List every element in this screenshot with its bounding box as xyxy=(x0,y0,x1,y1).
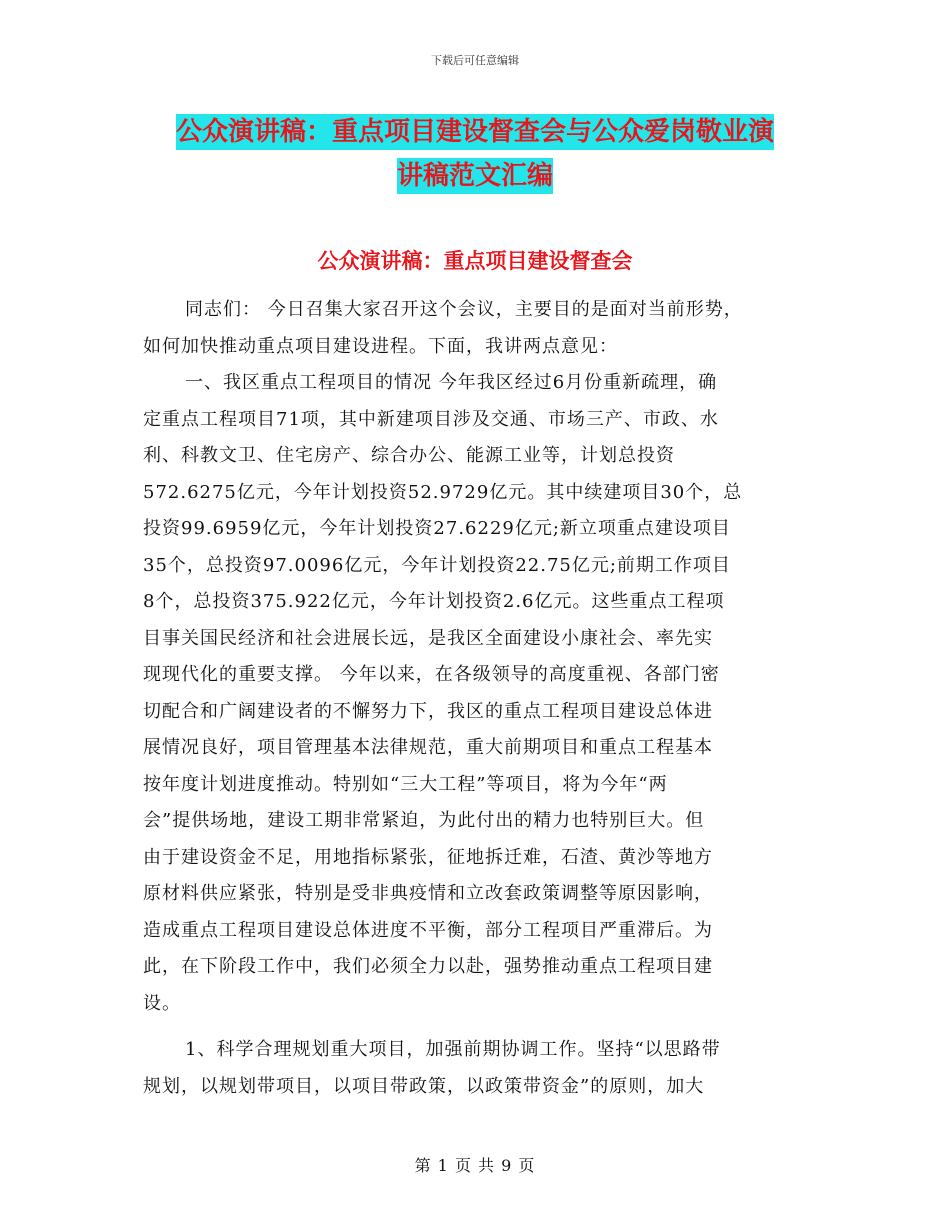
body-line: 现现代化的重要支撑。 今年以来，在各级领导的高度重视、各部门密 xyxy=(143,664,720,685)
body-line: 利、科教文卫、住宅房产、综合办公、能源工业等，计划总投资 xyxy=(143,445,675,466)
body-line: 572.6275亿元，今年计划投资52.9729亿元。其中续建项目30个，总 xyxy=(143,481,743,503)
body-line: 由于建设资金不足，用地指标紧张，征地拆迁难，石渣、黄沙等地方 xyxy=(143,846,713,868)
header-note: 下载后可任意编辑 xyxy=(431,54,519,67)
body-line: 会”提供场地，建设工期非常紧迫，为此付出的精力也特别巨大。但 xyxy=(143,810,705,831)
document-title-line-1 xyxy=(0,110,950,154)
section-heading: 公众演讲稿：重点项目建设督查会 xyxy=(317,249,633,273)
page-footer: 第 1 页 共 9 页 xyxy=(414,1156,536,1175)
body-line: 原材料供应紧张，特别是受非典疫情和立改套政策调整等原因影响， xyxy=(143,883,713,904)
body-line: 定重点工程项目71项，其中新建项目涉及交通、市场三产、市政、水 xyxy=(143,408,719,430)
body-line: 此，在下阶段工作中，我们必须全力以赴，强势推动重点工程项目建 xyxy=(143,956,713,977)
body-line: 1、科学合理规划重大项目，加强前期协调工作。坚持“以思路带 xyxy=(185,1039,721,1060)
body-line: 规划，以规划带项目，以项目带政策，以政策带资金”的原则，加大 xyxy=(143,1075,705,1097)
title-highlight: 讲稿范文汇编 xyxy=(397,158,553,194)
body-line: 展情况良好，项目管理基本法律规范，重大前期项目和重点工程基本 xyxy=(143,737,713,758)
body-line: 造成重点工程项目建设总体进度不平衡，部分工程项目严重滞后。为 xyxy=(143,919,713,941)
document-title-line-2 xyxy=(0,154,950,198)
body-line: 如何加快推动重点项目建设进程。下面，我讲两点意见： xyxy=(143,335,618,357)
body-line: 一、我区重点工程项目的情况 今年我区经过6月份重新疏理，确 xyxy=(185,372,718,393)
body-line: 8个，总投资375.922亿元，今年计划投资2.6亿元。这些重点工程项 xyxy=(143,591,725,612)
title-highlight: 公众演讲稿：重点项目建设督查会与公众爱岗敬业演 xyxy=(176,114,774,150)
body-line: 35个，总投资97.0096亿元，今年计划投资22.75亿元;前期工作项目 xyxy=(143,554,731,576)
body-line: 目事关国民经济和社会进展长远，是我区全面建设小康社会、率先实 xyxy=(143,627,713,649)
body-line: 设。 xyxy=(143,992,181,1014)
body-line: 按年度计划进度推动。特别如“三大工程”等项目，将为今年“两 xyxy=(143,773,668,795)
body-text xyxy=(143,292,823,1105)
body-line: 投资99.6959亿元，今年计划投资27.6229亿元;新立项重点建设项目 xyxy=(143,518,731,539)
body-line: 同志们： 今日召集大家召开这个会议，主要目的是面对当前形势， xyxy=(185,299,743,320)
body-line: 切配合和广阔建设者的不懈努力下，我区的重点工程项目建设总体进 xyxy=(143,700,713,722)
